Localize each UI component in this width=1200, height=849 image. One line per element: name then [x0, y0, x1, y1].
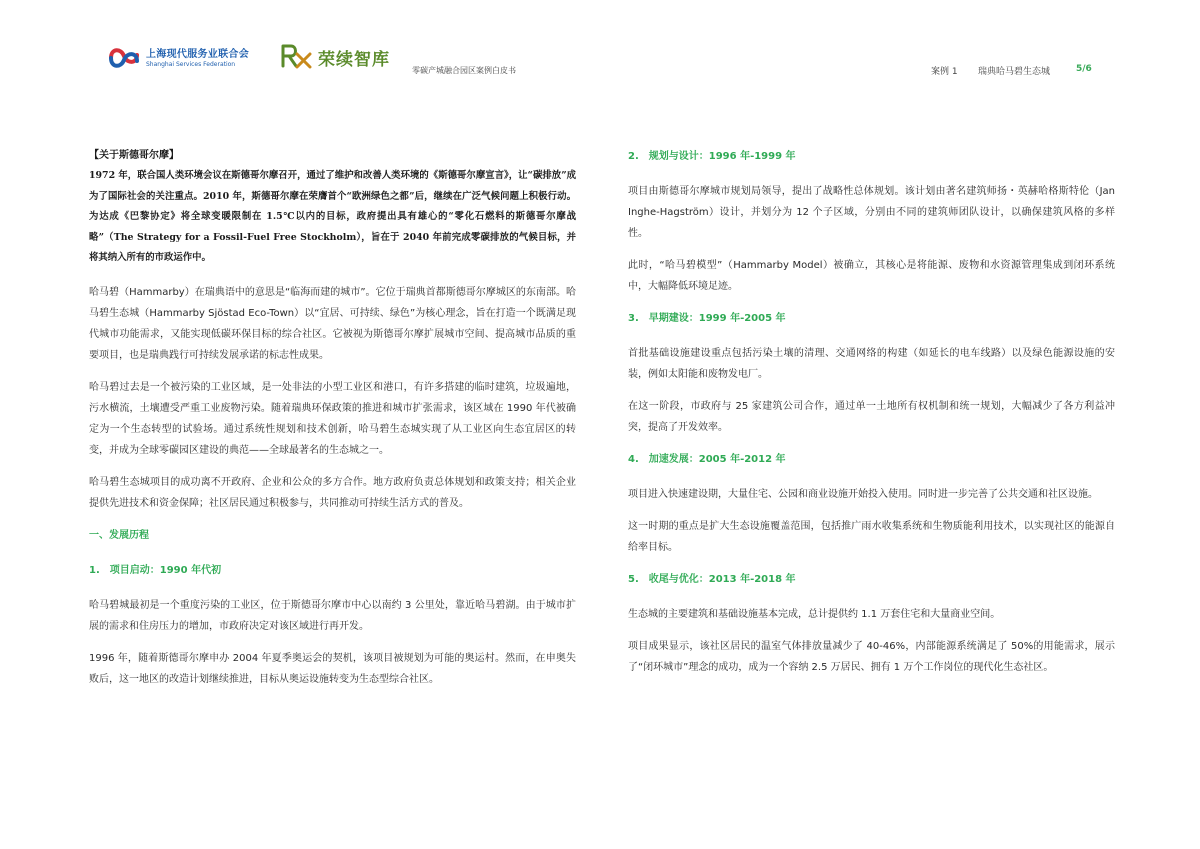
- paragraph: 哈马碧生态城项目的成功离不开政府、企业和公众的多方合作。地方政府负责总体规划和政策支持；相关企业提供先进技术和资金保障；社区居民通过积极参与，共同推动可持续生活方式的普及。: [89, 476, 576, 509]
- paragraph: 项目成果显示，该社区居民的温室气体排放量减少了 40-46%，内部能源系统满足了 50%的用能需求，展示了“闭环城市”理念的成功，成为一个容纳 2.5 万居民、拥有 1 万个工作岗位的现代化生态社区。: [628, 641, 1115, 673]
- section-heading: 一、发展历程: [89, 529, 149, 541]
- page-header: [0, 0, 1200, 100]
- subsection-heading: 2. 规划与设计：1996 年-1999 年: [628, 151, 796, 162]
- paragraph: 首批基础设施建设重点包括污染土壤的清理、交通网络的构建（如延长的电车线路）以及绿色能源设施的安装，例如太阳能和废物发电厂。: [628, 348, 1115, 380]
- federation-name-en: Shanghai Services Federation: [146, 61, 236, 68]
- document-title: 零碳产城融合园区案例白皮书: [412, 66, 516, 75]
- paragraph: 此时，“哈马碧模型”（Hammarby Model）被确立，其核心是将能源、废物和水资源管理集成到闭环系统中，大幅降低环境足迹。: [628, 260, 1115, 292]
- rx-brand-logo-icon: [280, 43, 314, 69]
- paragraph: 生态城的主要建筑和基础设施基本完成，总计提供约 1.1 万套住宅和大量商业空间。: [628, 609, 1001, 620]
- paragraph: 1996 年，随着斯德哥尔摩申办 2004 年夏季奥运会的契机，该项目被规划为可能的奥运村。然而，在申奥失败后，这一地区的改造计划继续推进，目标从奥运设施转变为生态型综合社区。: [89, 652, 576, 685]
- page-indicator: 5/6: [1076, 64, 1092, 74]
- paragraph: 哈马碧城最初是一个重度污染的工业区，位于斯德哥尔摩市中心以南约 3 公里处，靠近哈马碧湖。由于城市扩展的需求和住房压力的增加，市政府决定对该区域进行再开发。: [89, 599, 576, 632]
- paragraph: 项目进入快速建设期，大量住宅、公园和商业设施开始投入使用。同时进一步完善了公共交通和社区设施。: [628, 489, 1098, 500]
- federation-name: [146, 45, 249, 68]
- federation-logo-icon: [108, 44, 140, 72]
- subsection-heading: 1. 项目启动：1990 年代初: [89, 564, 222, 576]
- subsection-heading: 3. 早期建设：1999 年-2005 年: [628, 313, 786, 324]
- case-name: 瑞典哈马碧生态城: [978, 67, 1051, 77]
- paragraph: 哈马碧（Hammarby）在瑞典语中的意思是“临海而建的城市”。它位于瑞典首都斯德哥尔摩城区的东南部。哈马碧生态城（Hammarby Sjöstad Eco-Town）以“宜居、可持续、绿色”为核心理念，旨在打造一个既满足现代城市功能需求，又能实现低碳环保目标的综合社区。它被视为斯德哥尔摩扩展城市空间、提高城市品质的重要项目，也是瑞典践行可持续发展承诺的标志性成果。: [89, 286, 576, 361]
- paragraph: 哈马碧过去是一个被污染的工业区域，是一处非法的小型工业区和港口，有许多搭建的临时建筑，垃圾遍地，污水横流，土壤遭受严重工业废物污染。随着瑞典环保政策的推进和城市扩张需求，该区域在 1990 年代被确定为一个生态转型的试验场。通过系统性规划和技术创新，哈马碧生态城实现了从工业区向生态宜居区的转变，并成为全球零碳园区建设的典范——全球最著名的生态城之一。: [89, 381, 576, 456]
- intro-title: 【关于斯德哥尔摩】: [89, 150, 179, 161]
- federation-name-cn: 上海现代服务业联合会: [146, 49, 249, 60]
- paragraph: 项目由斯德哥尔摩城市规划局领导，提出了战略性总体规划。该计划由著名建筑师扬・英赫哈格斯特伦（Jan Inghe-Hagström）设计，并划分为 12 个子区域，分别由不同的建筑师团队设计，以确保建筑风格的多样性。: [628, 186, 1115, 239]
- right-column: [628, 146, 1115, 689]
- left-column: [89, 146, 576, 701]
- brand-name: 荣续智库: [318, 50, 390, 70]
- subsection-heading: 5. 收尾与优化：2013 年-2018 年: [628, 574, 796, 585]
- subsection-heading: 4. 加速发展：2005 年-2012 年: [628, 454, 786, 465]
- case-label: 案例 1: [931, 67, 958, 77]
- intro-body: 1972 年，联合国人类环境会议在斯德哥尔摩召开，通过了维护和改善人类环境的《斯德哥尔摩宣言》，让“碳排放”成为了国际社会的关注重点。2010 年，斯德哥尔摩在荣膺首个“欧洲绿色之都”后，继续在广泛气候问题上积极行动。为达成《巴黎协定》将全球变暖限制在 1.5℃以内的目标，政府提出具有雄心的“零化石燃料的斯德哥尔摩战略”（The Strategy for a Fossil-Fuel Free Stockholm），旨在于 2040 年前完成零碳排放的气候目标，并将其纳入所有的市政运作中。: [89, 170, 576, 263]
- paragraph: 这一时期的重点是扩大生态设施覆盖范围，包括推广雨水收集系统和生物质能利用技术，以实现社区的能源自给率目标。: [628, 521, 1115, 553]
- paragraph: 在这一阶段，市政府与 25 家建筑公司合作，通过单一土地所有权机制和统一规划，大幅减少了各方利益冲突，提高了开发效率。: [628, 401, 1115, 433]
